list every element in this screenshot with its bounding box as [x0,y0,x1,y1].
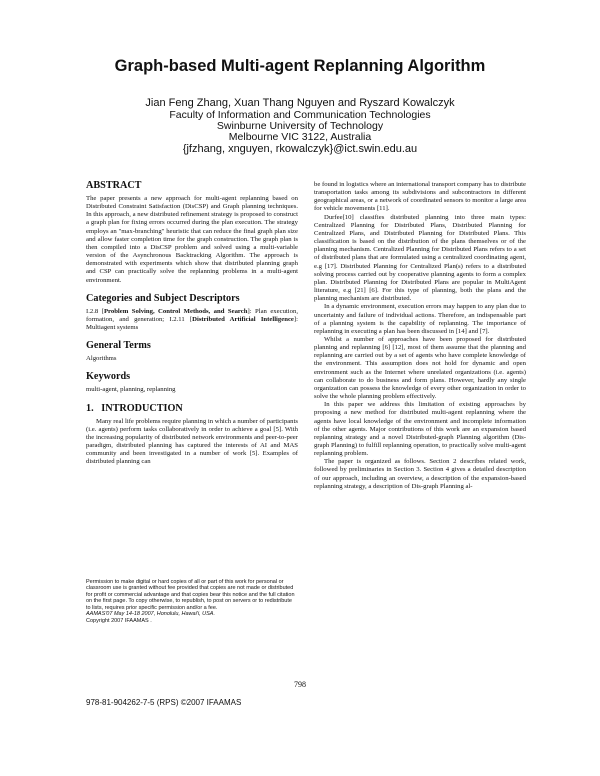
abstract-text: The paper presents a new approach for multi-agent replanning based on Distributed Constraint Satisfaction (DisCSP) and Graph planning techniques. In this approach, a new distributed refinement strategy is proposed to construct a graph plan for fixing errors occurred during the plan execution. The strategy employs an "max-branching" heuristic that can reduce the final graph plan size and allow faster completion time for the graph construction. The graph plan is then compiled into a DisCSP problem and solved using a multi-variable version of the Asynchronous Backtracking Algorithm. The approach is demonstrated with experiments which show that distributed planning graph and CSP can practically solve the replanning problems in a multi-agent environment. [86,195,298,284]
categories-text [86,308,298,332]
page-number: 798 [294,680,306,689]
abstract-section [86,180,298,285]
abstract-heading: ABSTRACT [86,180,142,191]
author-block [0,97,600,156]
right-paragraph-4: In this paper we address this limitation of existing approaches by proposing a new method for distributed multi-agent replanning where the agents have local knowledge of the environment and incomplete information of the other agents. Major contributions of this work are an expansion based replanning strategy and a novel Distributed-graph Planning algorithm (Dis-graph Planning) to fulfill replanning operation, to practically solve multi-agent replanning problem. [314,401,526,458]
isbn-footer: 978-81-904262-7-5 (RPS) ©2007 IFAAMAS [86,698,242,707]
right-paragraph-1: Durfee[10] classifies distributed planning into three main types: Centralized Planning for Distributed Plans, Distributed Planning for Centralized Plans, and Distributed Planning for Distributed Plans. This classification is based on the distribution of the plans themselves or of the planning mechanism. Centralized Planning for Distributed Plans refers to a set of distributed plans that are formulated using a centralized coordinating agent, e.g [17]. Distributed Planning for Centralized Plan(s) refers to a distributed solving process carried out by cooperative planning agents to form a complex plan. Distributed Planning for Distributed Plans are popular in MultiAgent literature, e.g [21] [6]. For this type of planning, both the plans and the planning mechanism are distributed. [314,213,526,303]
affiliation-faculty: Faculty of Information and Communication Technologies [169,109,431,121]
affiliation-address: Melbourne VIC 3122, Australia [228,131,372,143]
introduction-heading: 1. INTRODUCTION [86,402,183,414]
paper-title: Graph-based Multi-agent Replanning Algorithm [114,57,486,75]
right-paragraph-3: Whilst a number of approaches have been proposed for distributed planning and replanning [6] [12], most of them assume that the planning and replanning are carried out by a set of agents who have complete knowledge of the environment. This assumption does not hold for dynamic and open environment such as the Internet where unrelated organizations (i.e. agents) can collaborate to do business and form plans. However, hardly any single organization can possess the knowledge of every other organization in order to solve the whole planning problem effectively. [314,335,526,401]
affiliation-university: Swinburne University of Technology [216,120,384,132]
categories-tail: ]: Multiagent systems [86,315,298,332]
permission-copyright: Copyright 2007 IFAAMAS . [86,617,152,624]
keywords-text: multi-agent, planning, replanning [86,386,176,394]
categories-heading: Categories and Subject Descriptors [86,292,240,304]
right-paragraph-5: The paper is organized as follows. Section 2 describes related work, followed by preliminaries in Section 3. Section 4 gives a detailed description of our approach, including an overview, a description of the expansion-based replanning strategy, a description of Dis-graph Planning al- [314,458,526,490]
permission-text: Permission to make digital or hard copies of all or part of this work for personal or classroom use is granted without fee provided that copies are not made or distributed for profit or commercial advantage and that copies bear this notice and the full citation on the first page. To copy otherwise, to republish, to post on servers or to redistribute to lists, requires prior specific permission and/or a fee. [86,579,295,611]
categories-mid: ]: Plan execution, formation, and generation; I.2.11 [ [86,307,298,323]
left-column [86,180,298,474]
categories-code: I.2.8 [ [86,307,104,315]
categories-bold-1: Problem Solving, Control Methods, and Search [103,307,248,315]
author-names: Jian Feng Zhang, Xuan Thang Nguyen and Ryszard Kowalczyk [145,97,455,109]
right-paragraph-2: In a dynamic environment, execution errors may happen to any plan due to uncertainty and failure of individual actions. Therefore, an indispensable part of a planning system is the capability of replanning. The importance of replanning in executing a plan has been discussed in [14] and [7]. [314,303,526,335]
permission-notice [86,579,298,624]
introduction-paragraph: Many real life problems require planning in which a number of participants (i.e. agents) perform tasks collaboratively in order to achieve a goal [5]. With the increasing popularity of distributed network environments and peer-to-peer paradigm, distributed planning has captured the interests of AI and MAS community and been investigated in a number of work [5]. Examples of distributed planning can [86,417,298,466]
general-terms-heading: General Terms [86,340,151,352]
keywords-section [86,371,298,394]
general-terms-section [86,340,298,363]
categories-bold-2: Distributed Artificial Intelligence [192,315,294,323]
author-emails: {jfzhang, xnguyen, rkowalczyk}@ict.swin.edu.au [182,143,418,155]
keywords-heading: Keywords [86,371,131,383]
right-paragraph-0: be found in logistics where an international transport company has to distribute transportation tasks among its subdivisions and subcontractors in different geographical areas, or a network of coordinated sensors to monitor a large area for vehicle movements [11]. [314,181,526,213]
introduction-section [86,403,298,467]
permission-venue: AAMAS'07 May 14-18 2007, Honolulu, Hawai'i, USA. [86,611,215,618]
right-column [314,181,526,491]
categories-section [86,293,298,332]
general-terms-text: Algorithms [86,355,117,363]
